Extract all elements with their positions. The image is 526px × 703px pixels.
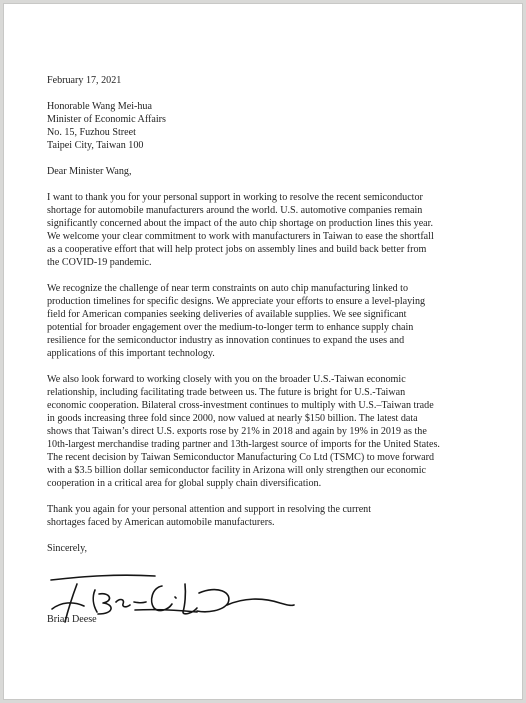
- paragraph-line: significantly concerned about the impact of the auto chip shortage on production lines this year.: [47, 218, 433, 229]
- closing: Sincerely,: [47, 543, 87, 554]
- paragraph-2: [47, 282, 517, 360]
- paragraph-line: field for American companies seeking deliveries of available supplies. We see significant: [47, 309, 407, 320]
- recipient-title: Minister of Economic Affairs: [47, 114, 166, 125]
- salutation: Dear Minister Wang,: [47, 166, 132, 177]
- paragraph-line: relationship, including facilitating trade between us. The future is bright for U.S.-Taiwan: [47, 387, 406, 398]
- paragraph-line: 10th-largest merchandise trading partner and 13th-largest source of imports for the United States.: [47, 439, 440, 450]
- paragraph-line: economic cooperation. Bilateral cross-investment continues to multiply with U.S.–Taiwan trade: [47, 400, 434, 411]
- recipient-city: Taipei City, Taiwan 100: [47, 140, 144, 151]
- paragraph-line: We also look forward to working closely with you on the broader U.S.-Taiwan economic: [47, 374, 406, 385]
- paragraph-line: resilience for the semiconductor industry as innovation continues to expand the uses and: [47, 335, 405, 346]
- paragraph-line: potential for broader engagement over the medium-to-longer term to enhance supply chain: [47, 322, 414, 333]
- letter-date: February 17, 2021: [47, 75, 122, 86]
- recipient-street: No. 15, Fuzhou Street: [47, 127, 136, 138]
- paragraph-line: shows that Taiwan’s direct U.S. exports rose by 21% in 2018 and again by 19% in 2019 as the: [47, 426, 427, 437]
- paragraph-line: applications of this important technology.: [47, 348, 215, 359]
- paragraph-line: We welcome your clear commitment to work with manufacturers in Taiwan to ease the shortfall: [47, 231, 434, 242]
- paragraph-3: [47, 373, 517, 490]
- paragraph-line: production timelines for specific designs. We appreciate your efforts to ensure a level-playing: [47, 296, 426, 307]
- paragraph-line: as a cooperative effort that will help protect jobs on assembly lines and build back better from: [47, 244, 427, 255]
- paragraph-line: shortages faced by American automobile manufacturers.: [47, 517, 275, 528]
- letter-page: [4, 4, 522, 699]
- recipient-address: [47, 100, 517, 152]
- recipient-name: Honorable Wang Mei-hua: [47, 101, 152, 112]
- paragraph-1: [47, 191, 517, 269]
- paragraph-line: Thank you again for your personal attention and support in resolving the current: [47, 504, 372, 515]
- paragraph-line: shortage for automobile manufacturers around the world. U.S. automotive companies remain: [47, 205, 423, 216]
- paragraph-line: the COVID-19 pandemic.: [47, 257, 152, 268]
- paragraph-line: The recent decision by Taiwan Semiconductor Manufacturing Co Ltd (TSMC) to move forward: [47, 452, 435, 463]
- letter-body: [47, 74, 517, 625]
- paragraph-line: I want to thank you for your personal support in working to resolve the recent semiconductor: [47, 192, 423, 203]
- paragraph-line: cooperation in a critical area for global supply chain diversification.: [47, 478, 322, 489]
- paragraph-line: We recognize the challenge of near term constraints on auto chip manufacturing linked to: [47, 283, 409, 294]
- signer-name: Brian Deese: [47, 614, 97, 625]
- paragraph-4: [47, 503, 517, 529]
- paragraph-line: with a $3.5 billion dollar semiconductor facility in Arizona will only strengthen our economic: [47, 465, 426, 476]
- paragraph-line: in goods increasing three fold since 2000, now valued at nearly $150 billion. The latest data: [47, 413, 418, 424]
